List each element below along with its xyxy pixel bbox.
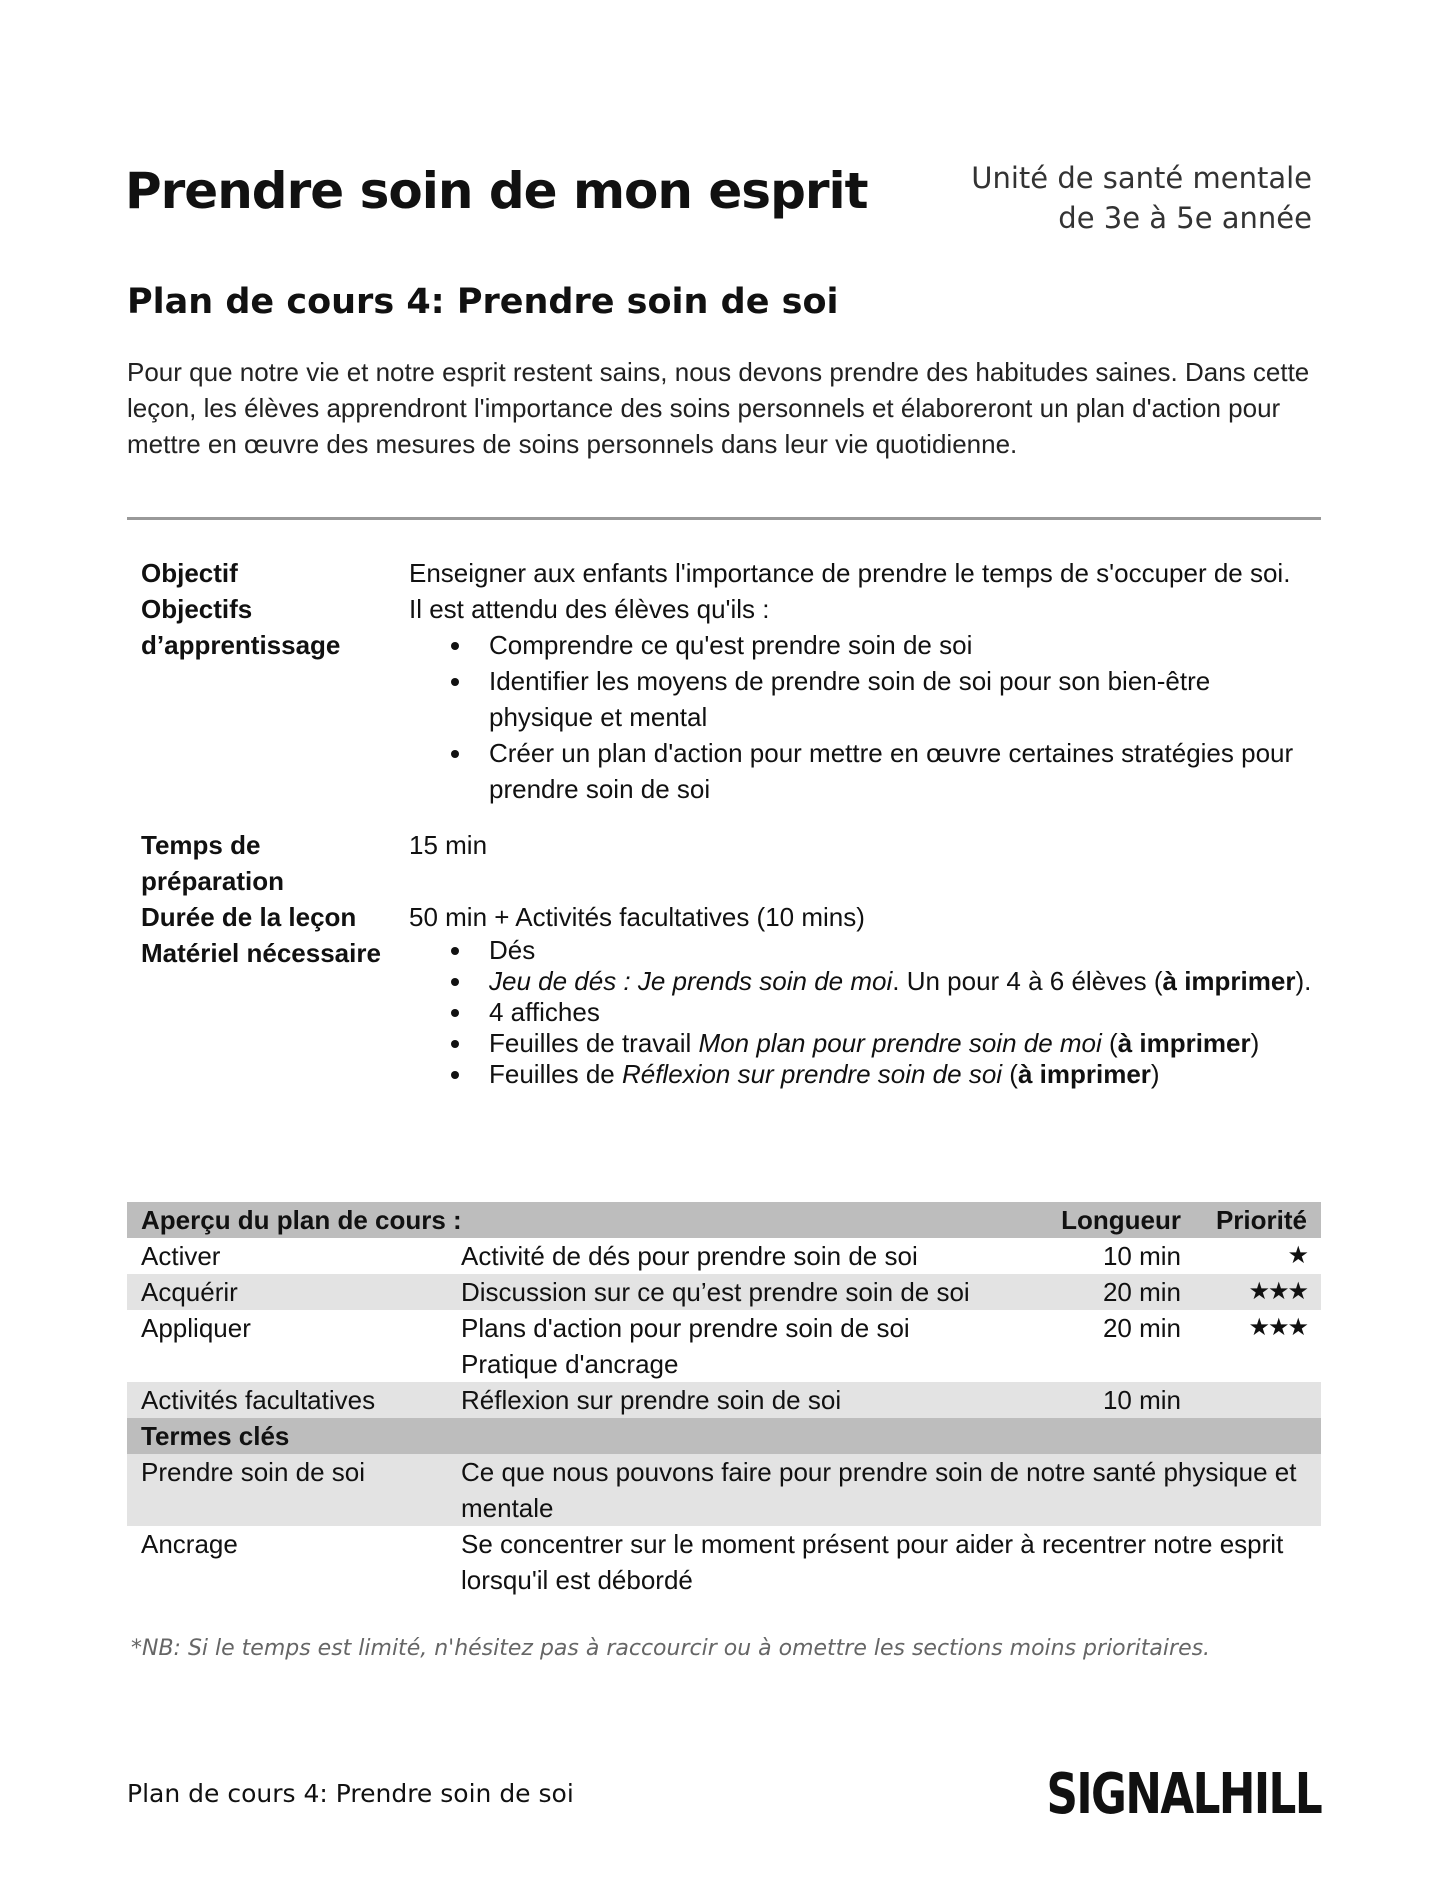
term-row: Prendre soin de soi Ce que nous pouvons faire pour prendre soin de notre santé physique et mentale: [127, 1454, 1321, 1526]
document-title: Prendre soin de mon esprit: [125, 162, 868, 220]
priority-note: *NB: Si le temps est limité, n'hésitez pas à raccourcir ou à omettre les sections moins prioritaires.: [131, 1636, 1211, 1661]
learning-item: Identifier les moyens de prendre soin de soi pour son bien-être physique et mental: [489, 663, 1321, 735]
prep-time-label: Temps de préparation: [141, 830, 285, 896]
priority-stars: ★★★: [1195, 1274, 1321, 1310]
duration-label: Durée de la leçon: [141, 902, 357, 932]
lesson-title: Plan de cours 4: Prendre soin de soi: [127, 282, 839, 322]
table-row: Activer Activité de dés pour prendre soin de soi 10 min ★: [127, 1238, 1321, 1274]
priority-stars: ★: [1287, 1242, 1307, 1269]
key-terms-title: Termes clés: [127, 1418, 1321, 1454]
learning-objectives-row: [141, 591, 1321, 807]
materials-row: [141, 935, 1321, 1090]
priority-stars: [1195, 1382, 1321, 1418]
unit-label: [971, 158, 1312, 238]
learning-objectives-value: [409, 591, 1321, 807]
prep-time-value: 15 min: [409, 830, 488, 860]
material-item: Feuilles de Réflexion sur prendre soin de soi (à imprimer): [489, 1059, 1321, 1090]
material-item: 4 affiches: [489, 997, 1321, 1028]
footer-lesson-title: Plan de cours 4: Prendre soin de soi: [127, 1779, 574, 1808]
table-row: Activités facultatives Réflexion sur prendre soin de soi 10 min: [127, 1382, 1321, 1418]
objective-label: Objectif: [141, 558, 238, 588]
lesson-overview-table: [127, 1202, 1321, 1598]
duration-row: [141, 899, 1321, 935]
objective-row: [141, 555, 1321, 591]
overview-header-row: [127, 1202, 1321, 1238]
priority-stars: ★★★: [1248, 1314, 1307, 1341]
learning-objectives-label: Objectifs d’apprentissage: [141, 594, 341, 660]
table-row: Acquérir Discussion sur ce qu’est prendre soin de soi 20 min ★★★: [127, 1274, 1321, 1310]
signalhill-logo: SIGNALHILL: [1046, 1762, 1321, 1827]
material-item: Feuilles de travail Mon plan pour prendre soin de moi (à imprimer): [489, 1028, 1321, 1059]
material-item: Jeu de dés : Je prends soin de moi. Un pour 4 à 6 élèves (à imprimer).: [489, 966, 1321, 997]
key-terms-header-row: [127, 1418, 1321, 1454]
learning-item: Comprendre ce qu'est prendre soin de soi: [489, 627, 1321, 663]
overview-title: Aperçu du plan de cours :: [127, 1202, 1035, 1238]
unit-line-2: de 3e à 5e année: [1058, 201, 1312, 235]
priority-header: Priorité: [1195, 1202, 1321, 1238]
duration-value: 50 min + Activités facultatives (10 mins): [409, 902, 865, 932]
unit-line-1: Unité de santé mentale: [971, 161, 1312, 195]
lesson-intro: Pour que notre vie et notre esprit restent sains, nous devons prendre des habitudes saines. Dans cette leçon, les élèves apprendront l'importance des soins personnels et élaboreront un plan d'action pour mettre en œuvre des mesures de soins personnels dans leur vie quotidienne.: [127, 357, 1310, 459]
materials-list: [409, 935, 1321, 1090]
prep-time-row: [141, 827, 1321, 899]
materials-value: [409, 935, 1321, 1090]
section-divider: [127, 517, 1321, 520]
table-row: Appliquer Plans d'action pour prendre soin de soi Pratique d'ancrage 20 min ★★★: [127, 1310, 1321, 1382]
term-row: Ancrage Se concentrer sur le moment présent pour aider à recentrer notre esprit lorsqu'il est débordé: [141, 1529, 1284, 1595]
learning-intro: Il est attendu des élèves qu'ils :: [409, 594, 770, 624]
lesson-info: [141, 555, 1321, 1090]
learning-item: Créer un plan d'action pour mettre en œuvre certaines stratégies pour prendre soin de soi: [489, 735, 1321, 807]
materials-label: Matériel nécessaire: [141, 938, 381, 968]
length-header: Longueur: [1035, 1202, 1195, 1238]
objective-value: Enseigner aux enfants l'importance de prendre le temps de s'occuper de soi.: [409, 558, 1291, 588]
learning-list: [409, 627, 1321, 807]
material-item: Dés: [489, 935, 1321, 966]
